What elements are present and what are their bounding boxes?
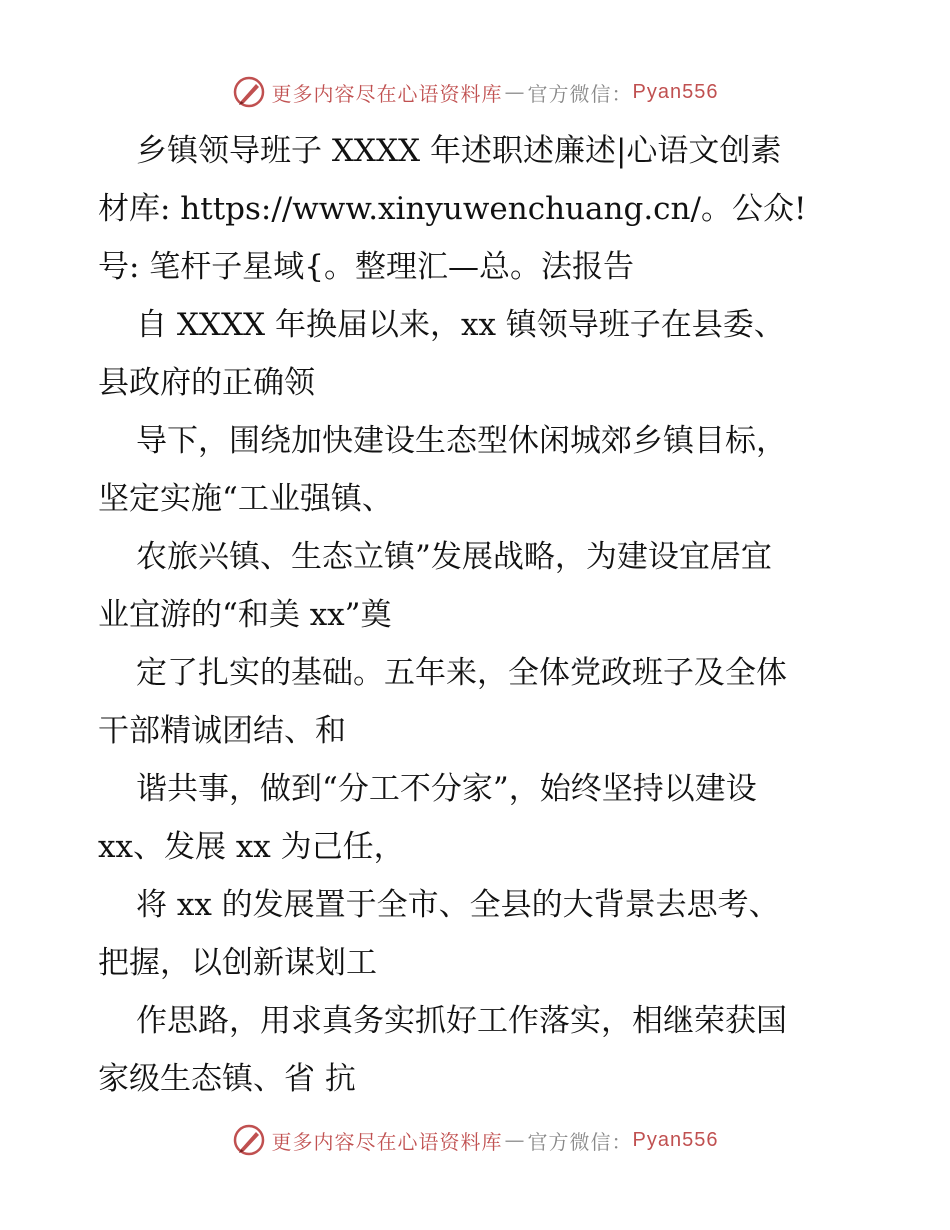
- text-line: 作思路，用求真务实抓好工作落实，相继荣获国: [136, 1003, 787, 1039]
- banner-separator: —: [504, 1128, 526, 1152]
- document-body: [98, 122, 858, 1108]
- footer-banner: [0, 1120, 950, 1160]
- text-line: 定了扎实的基础。五年来，全体党政班子及全体: [136, 655, 787, 691]
- banner-wechat-label: 官方微信：: [527, 81, 633, 106]
- text-line: 乡镇领导班子 XXXX 年述职述廉述|心语文创素: [136, 133, 782, 169]
- text-line: 材库: https://www.xinyuwenchuang.cn/。公众!: [98, 191, 807, 227]
- text-line: 号: 笔杆子星域{。整理汇—总。法报告: [98, 249, 635, 285]
- banner-wechat-id: Pyan556: [632, 80, 719, 103]
- text-line: 农旅兴镇、生态立镇”发展战略，为建设宜居宜: [136, 539, 772, 575]
- text-line: 把握，以创新谋划工: [98, 945, 377, 981]
- banner-separator: —: [504, 80, 526, 104]
- banner-site-text: 更多内容尽在心语资料库: [271, 1129, 503, 1154]
- header-banner: [0, 72, 950, 112]
- text-line: 坚定实施“工业强镇、: [98, 481, 393, 517]
- text-line: 家级生态镇、省 抗: [98, 1061, 356, 1097]
- banner-wechat-id: Pyan556: [632, 1128, 719, 1151]
- text-line: 县政府的正确领: [98, 365, 315, 401]
- pen-logo-icon: [232, 1123, 266, 1157]
- text-line: 导下，围绕加快建设生态型休闲城郊乡镇目标，: [136, 423, 787, 459]
- text-line: xx、发展 xx 为己任，: [98, 829, 405, 865]
- text-line: 谐共事，做到“分工不分家”，始终坚持以建设: [136, 771, 757, 807]
- text-line: 将 xx 的发展置于全市、全县的大背景去思考、: [136, 887, 780, 923]
- text-line: 干部精诚团结、和: [98, 713, 346, 749]
- text-line: 业宜游的“和美 xx”奠: [98, 597, 392, 633]
- pen-logo-icon: [232, 75, 266, 109]
- banner-site-text: 更多内容尽在心语资料库: [271, 81, 503, 106]
- banner-wechat-label: 官方微信：: [527, 1129, 633, 1154]
- text-line: 自 XXXX 年换届以来，xx 镇领导班子在县委、: [136, 307, 785, 343]
